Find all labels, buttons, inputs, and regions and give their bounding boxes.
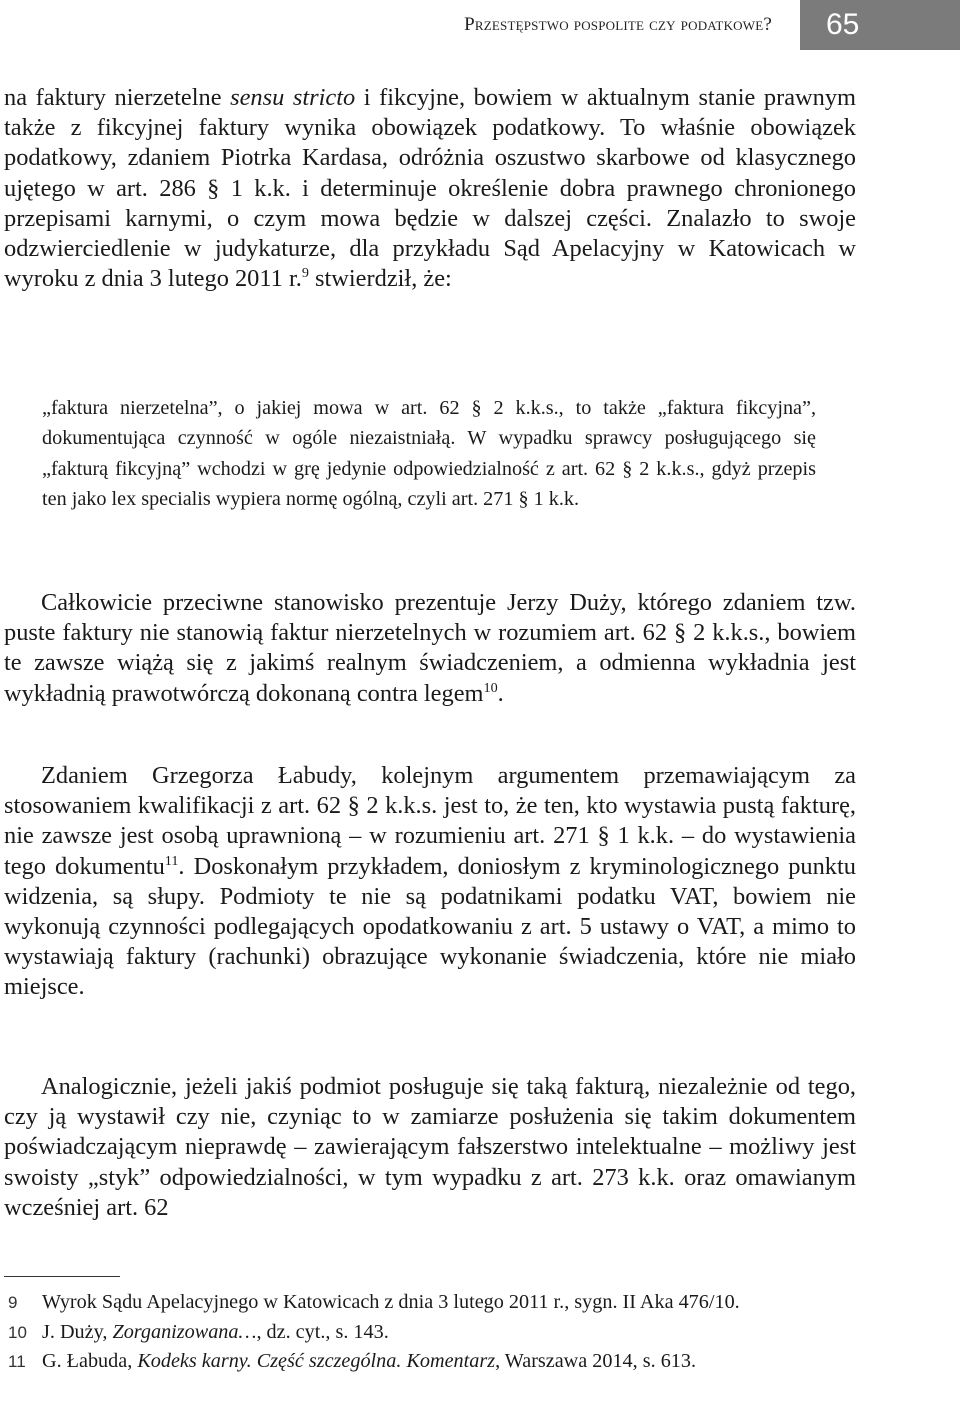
footnote-text: J. Duży, <box>42 1320 113 1343</box>
footnote-9 <box>4 1288 856 1318</box>
paragraph-2-end: . <box>497 679 504 707</box>
footnote-text: Wyrok Sądu Apelacyjnego w Katowicach z dnia 3 lutego 2011 r., sygn. II Aka 476/10. <box>42 1291 740 1313</box>
footnote-11 <box>4 1347 856 1377</box>
paragraph-4 <box>4 1072 856 1223</box>
footnote-italic: Kodeks karny. Część szczególna. Komentarz <box>137 1350 496 1372</box>
paragraph-1-text-b: i fikcyjne, bowiem w aktualnym stanie prawnym także z fikcyjnej faktury wynika obowiązek podatkowy. To właśnie obowiązek podatkowy, zdaniem Piotrka Kardasa, odróżnia oszustwo skarbowe od klasycznego ujętego w art. 286 § 1 k.k. i determinuje określenie dobra prawnego chronionego przepisami karnymi, o czym mowa będzie w dalszej części. Znalazło to swoje odzwierciedlenie w judykaturze, dla przykładu Sąd Apelacyjny w Katowicach w wyroku z dnia 3 lutego 2011 r. <box>4 84 857 293</box>
footnote-number: 11 <box>8 1352 26 1371</box>
block-quote <box>42 393 816 514</box>
paragraph-3 <box>4 761 856 1003</box>
footnote-italic: Zorganizowana… <box>112 1320 257 1343</box>
paragraph-1-text-a: na faktury nierzetelne <box>4 84 231 111</box>
footnote-ref-11[interactable]: 11 <box>164 852 179 869</box>
footnote-number: 10 <box>8 1322 27 1342</box>
footnotes <box>4 1288 856 1377</box>
paragraph-1-text-c: stwierdził, że: <box>308 265 452 293</box>
paragraph-3-text-a: Zdaniem Grzegorza Łabudy, kolejnym argumentem przemawiającym za stosowaniem kwalifikacji z art. 62 § 2 k.k.s. jest to, że ten, kto wystawia pustą fakturę, nie zawsze jest osobą uprawnioną – w rozumieniu art. 271 § 1 k.k. – do wystawienia tego dokumentu <box>4 762 856 880</box>
footnote-ref-9[interactable]: 9 <box>301 265 309 282</box>
footnote-ref-10[interactable]: 10 <box>483 679 498 696</box>
paragraph-4-text: Analogicznie, jeżeli jakiś podmiot posługuje się taką fakturą, niezależnie od tego, czy ją wystawił czy nie, czyniąc to w zamiarze posłużenia się takim dokumentem poświadczającym nieprawdę – zawierającym fałszerstwo intelektualne – możliwy jest swoisty „styk” odpowiedzialności, w tym wypadku z art. 273 k.k. oraz omawianym wcześniej art. 62 <box>4 1073 856 1221</box>
paragraph-2-text: Całkowicie przeciwne stanowisko prezentuje Jerzy Duży, którego zdaniem tzw. puste faktury nie stanowią faktur nierzetelnych w rozumiem art. 62 § 2 k.k.s., bowiem te zawsze wiążą się z jakimś realnym świadczeniem, a odmienna wykładnia jest wykładnią prawotwórczą dokonaną contra legem <box>4 589 856 707</box>
page-number: 65 <box>800 0 960 50</box>
running-title: Przestępstwo pospolite czy podatkowe? <box>464 14 772 35</box>
footnote-10 <box>4 1318 856 1348</box>
block-quote-text: „faktura nierzetelna”, o jakiej mowa w art. 62 § 2 k.k.s., to także „faktura fikcyjna”, dokumentująca czynność w ogóle niezaistniałą. W wypadku sprawcy posługującego się „fakturą fikcyjną” wchodzi w grę jedynie odpowiedzialność z art. 62 § 2 k.k.s., gdyż przepis ten jako lex specialis wypiera normę ogólną, czyli art. 271 § 1 k.k. <box>42 397 816 510</box>
paragraph-1-italic: sensu stricto <box>230 84 356 111</box>
footnote-divider <box>4 1276 120 1277</box>
paragraph-3-text-b: . Doskonałym przykładem, doniosłym z kryminologicznego punktu widzenia, są słupy. Podmioty te nie są podatnikami podatku VAT, bowiem nie wykonują czynności podlegających opodatkowaniu z art. 5 ustawy o VAT, a mimo to wystawiają faktury (rachunki) obrazujące wykonanie świadczenia, które nie miało miejsce. <box>4 852 856 1001</box>
footnote-text-end: , Warszawa 2014, s. 613. <box>495 1350 697 1372</box>
paragraph-1 <box>4 83 856 294</box>
paragraph-2 <box>4 588 856 709</box>
footnote-number: 9 <box>8 1293 18 1312</box>
footnote-text-end: , dz. cyt., s. 143. <box>256 1320 389 1343</box>
footnote-text: G. Łabuda, <box>42 1350 138 1372</box>
page-header <box>0 0 960 52</box>
